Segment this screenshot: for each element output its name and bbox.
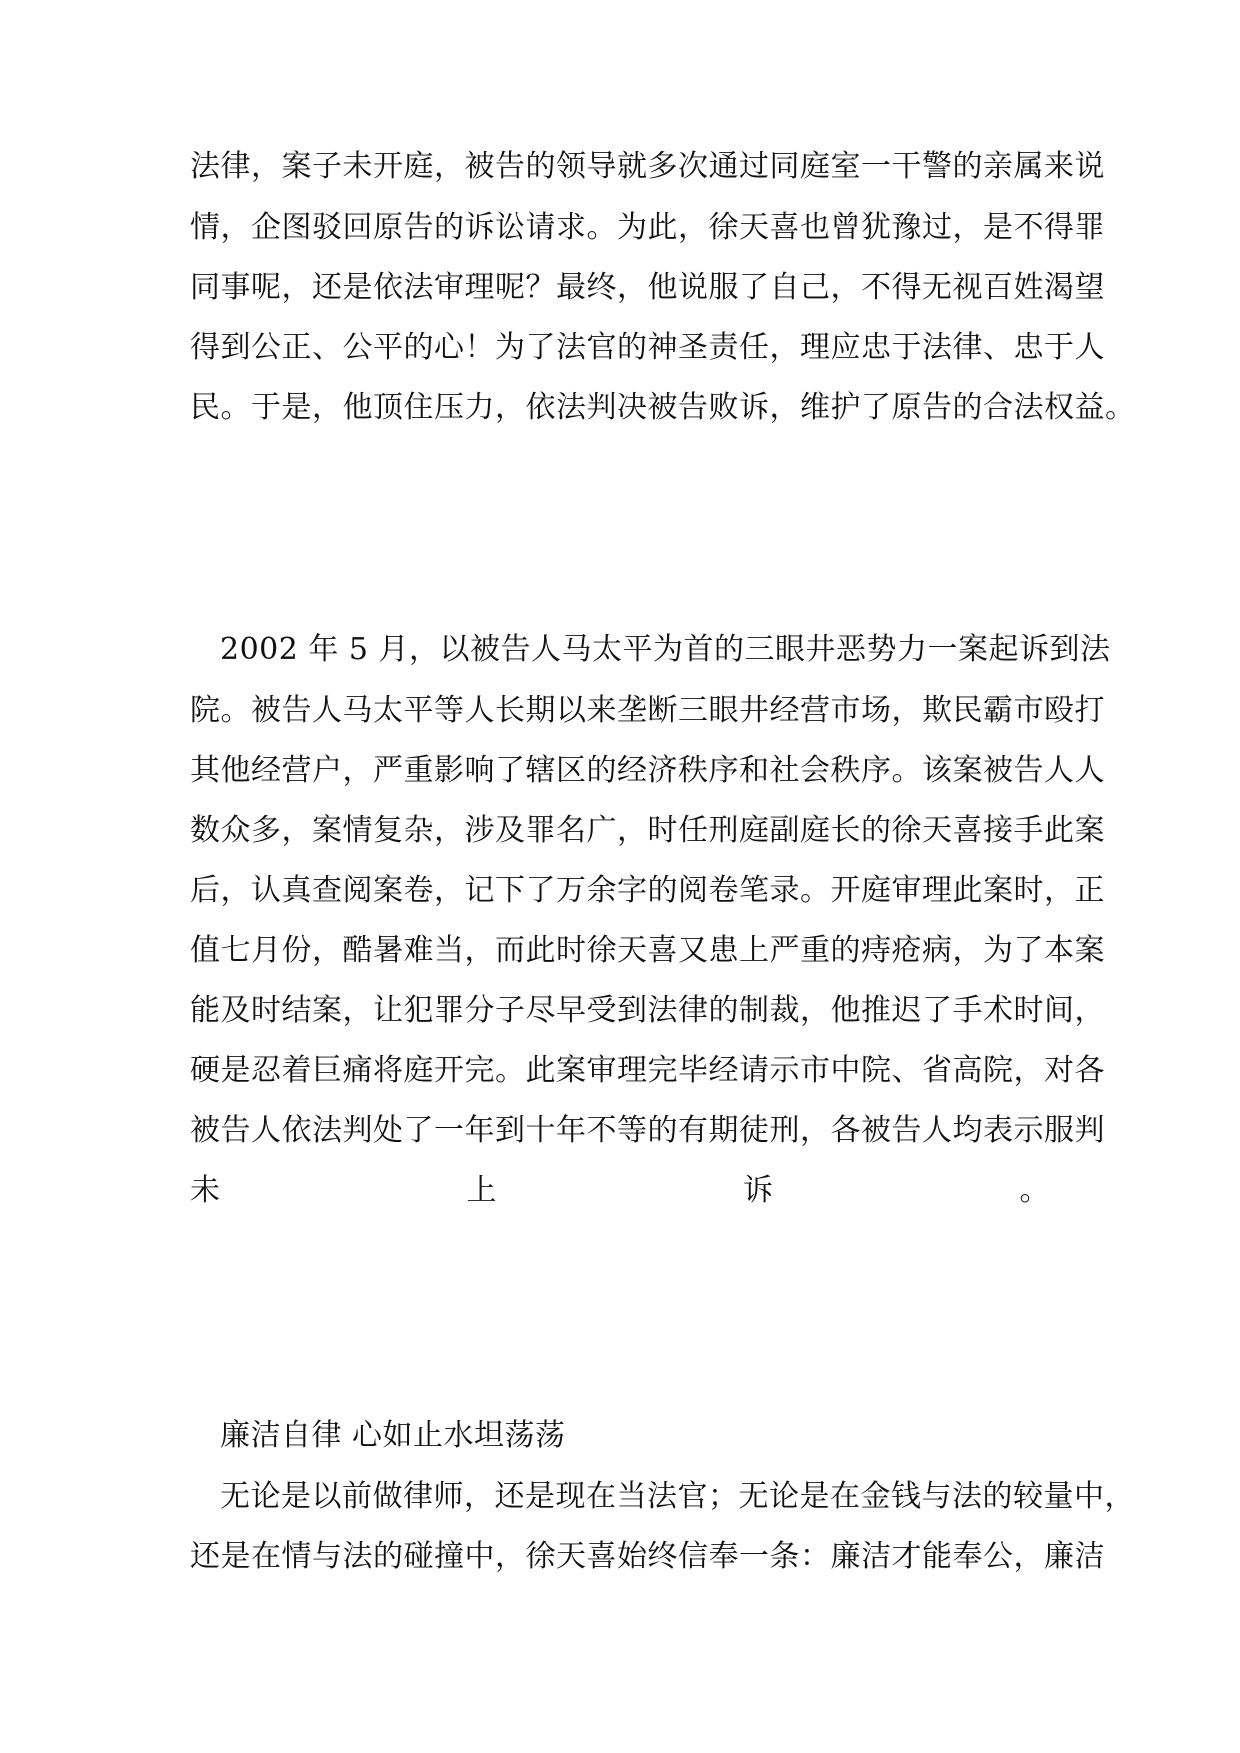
paragraph-1-line-5: 民。于是，他顶住压力，依法判决被告败诉，维护了原告的合法权益。 <box>190 390 1136 425</box>
paragraph-2-line-8: 硬是忍着巨痛将庭开完。此案审理完毕经请示市中院、省高院，对各 <box>190 1053 1105 1088</box>
paragraph-2-line-7: 能及时结案，让犯罪分子尽早受到法律的制裁，他推迟了手术时间， <box>190 993 1105 1028</box>
paragraph-1-line-4: 得到公正、公平的心！为了法官的神圣责任，理应忠于法律、忠于人 <box>190 330 1105 365</box>
paragraph-3-line-1: 无论是以前做律师，还是现在当法官；无论是在金钱与法的较量中， <box>220 1479 1135 1514</box>
paragraph-1-line-2: 情，企图驳回原告的诉讼请求。为此，徐天喜也曾犹豫过，是不得罪 <box>190 210 1105 245</box>
paragraph-2-line-3: 其他经营户，严重影响了辖区的经济秩序和社会秩序。该案被告人人 <box>190 753 1105 788</box>
paragraph-2-line-10: 未上诉。 <box>190 1173 1050 1208</box>
paragraph-3-line-2: 还是在情与法的碰撞中，徐天喜始终信奉一条：廉洁才能奉公，廉洁 <box>190 1539 1105 1574</box>
paragraph-2-line-9: 被告人依法判处了一年到十年不等的有期徒刑，各被告人均表示服判 <box>190 1113 1105 1148</box>
paragraph-2-line-6: 值七月份，酷暑难当，而此时徐天喜又患上严重的痔疮病，为了本案 <box>190 933 1105 968</box>
paragraph-1-line-1: 法律，案子未开庭，被告的领导就多次通过同庭室一干警的亲属来说 <box>190 149 1105 184</box>
paragraph-1-line-3: 同事呢，还是依法审理呢？最终，他说服了自己，不得无视百姓渴望 <box>190 270 1105 305</box>
paragraph-2-line-2: 院。被告人马太平等人长期以来垄断三眼井经营市场，欺民霸市殴打 <box>190 693 1105 728</box>
paragraph-2-line-4: 数众多，案情复杂，涉及罪名广，时任刑庭副庭长的徐天喜接手此案 <box>190 813 1105 848</box>
section-heading: 廉洁自律 心如止水坦荡荡 <box>220 1418 566 1453</box>
paragraph-2-line-5: 后，认真查阅案卷，记下了万余字的阅卷笔录。开庭审理此案时，正 <box>190 873 1105 908</box>
paragraph-2-line-1: 2002 年 5 月，以被告人马太平为首的三眼井恶势力一案起诉到法 <box>220 632 1111 667</box>
